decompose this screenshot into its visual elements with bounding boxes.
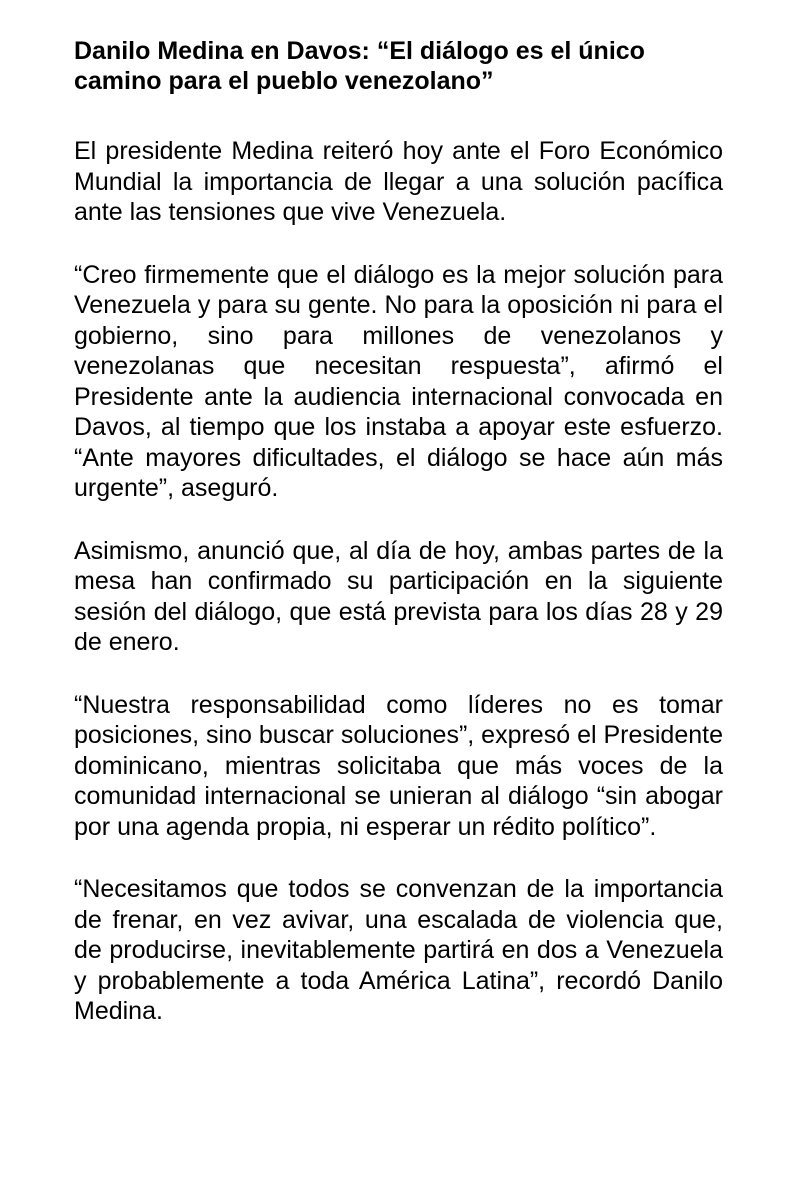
article-paragraph: El presidente Medina reiteró hoy ante el Foro Económico Mundial la importancia de llegar a una solución pacífica ante las tensiones que vive Venezuela.: [74, 137, 723, 226]
article-paragraph: “Creo firmemente que el diálogo es la mejor solución para Venezuela y para su gente. No para la oposición ni para el gobierno, sino para millones de venezolanos y venezolanas que necesitan respuesta”, afirmó el Presidente ante la audiencia internacional convocada en Davos, al tiempo que los instaba a apoyar este esfuerzo. “Ante mayores dificultades, el diálogo se hace aún más urgente”, aseguró.: [74, 260, 723, 502]
article: [74, 36, 723, 1059]
article-paragraph: Asimismo, anunció que, al día de hoy, ambas partes de la mesa han confirmado su participación en la siguiente sesión del diálogo, que está prevista para los días 28 y 29 de enero.: [74, 536, 723, 656]
article-paragraph: “Necesitamos que todos se convenzan de la importancia de frenar, en vez avivar, una escalada de violencia que, de producirse, inevitablemente partirá en dos a Venezuela y probablemente a toda América Latina”, recordó Danilo Medina.: [74, 875, 723, 1025]
article-title: Danilo Medina en Davos: “El diálogo es el único camino para el pueblo venezolano”: [74, 37, 645, 95]
article-paragraph: “Nuestra responsabilidad como líderes no es tomar posiciones, sino buscar soluciones”, expresó el Presidente dominicano, mientras solicitaba que más voces de la comunidad internacional se unieran al diálogo “sin abogar por una agenda propia, ni esperar un rédito político”.: [74, 690, 723, 841]
